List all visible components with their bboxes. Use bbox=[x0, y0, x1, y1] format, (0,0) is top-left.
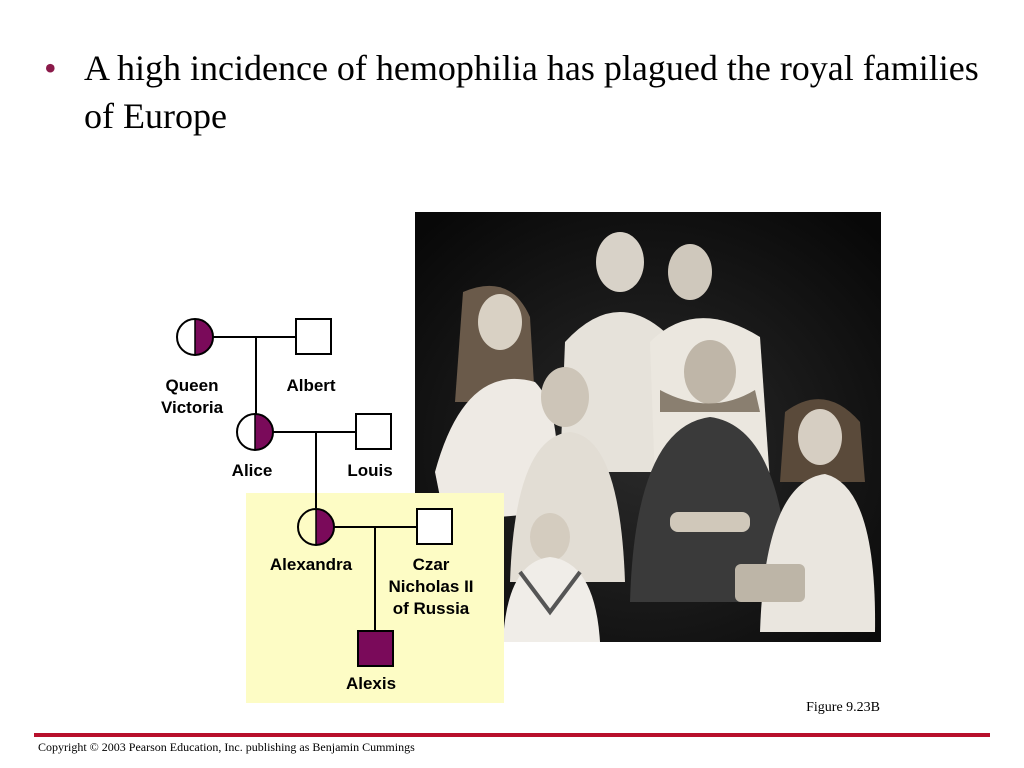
label-alexis: Alexis bbox=[345, 674, 397, 693]
albert-symbol bbox=[296, 319, 331, 354]
footer-divider bbox=[34, 733, 990, 737]
label-alice: Alice bbox=[231, 461, 273, 480]
louis-symbol bbox=[356, 414, 391, 449]
label-albert: Albert bbox=[286, 376, 336, 395]
label-nicholas: Czar Nicholas II of Russia bbox=[388, 555, 474, 618]
label-louis: Louis bbox=[347, 461, 393, 480]
figure-caption: Figure 9.23B bbox=[806, 700, 880, 715]
label-alexandra: Alexandra bbox=[269, 555, 353, 574]
alice-symbol bbox=[237, 414, 273, 450]
bullet-marker: • bbox=[44, 48, 57, 88]
bullet-text: A high incidence of hemophilia has plagued the royal families of Europe bbox=[84, 48, 979, 136]
copyright-text: Copyright © 2003 Pearson Education, Inc. publishing as Benjamin Cummings bbox=[38, 740, 415, 754]
queen-victoria-symbol bbox=[177, 319, 213, 355]
label-queen-victoria: Queen Victoria bbox=[160, 376, 224, 417]
